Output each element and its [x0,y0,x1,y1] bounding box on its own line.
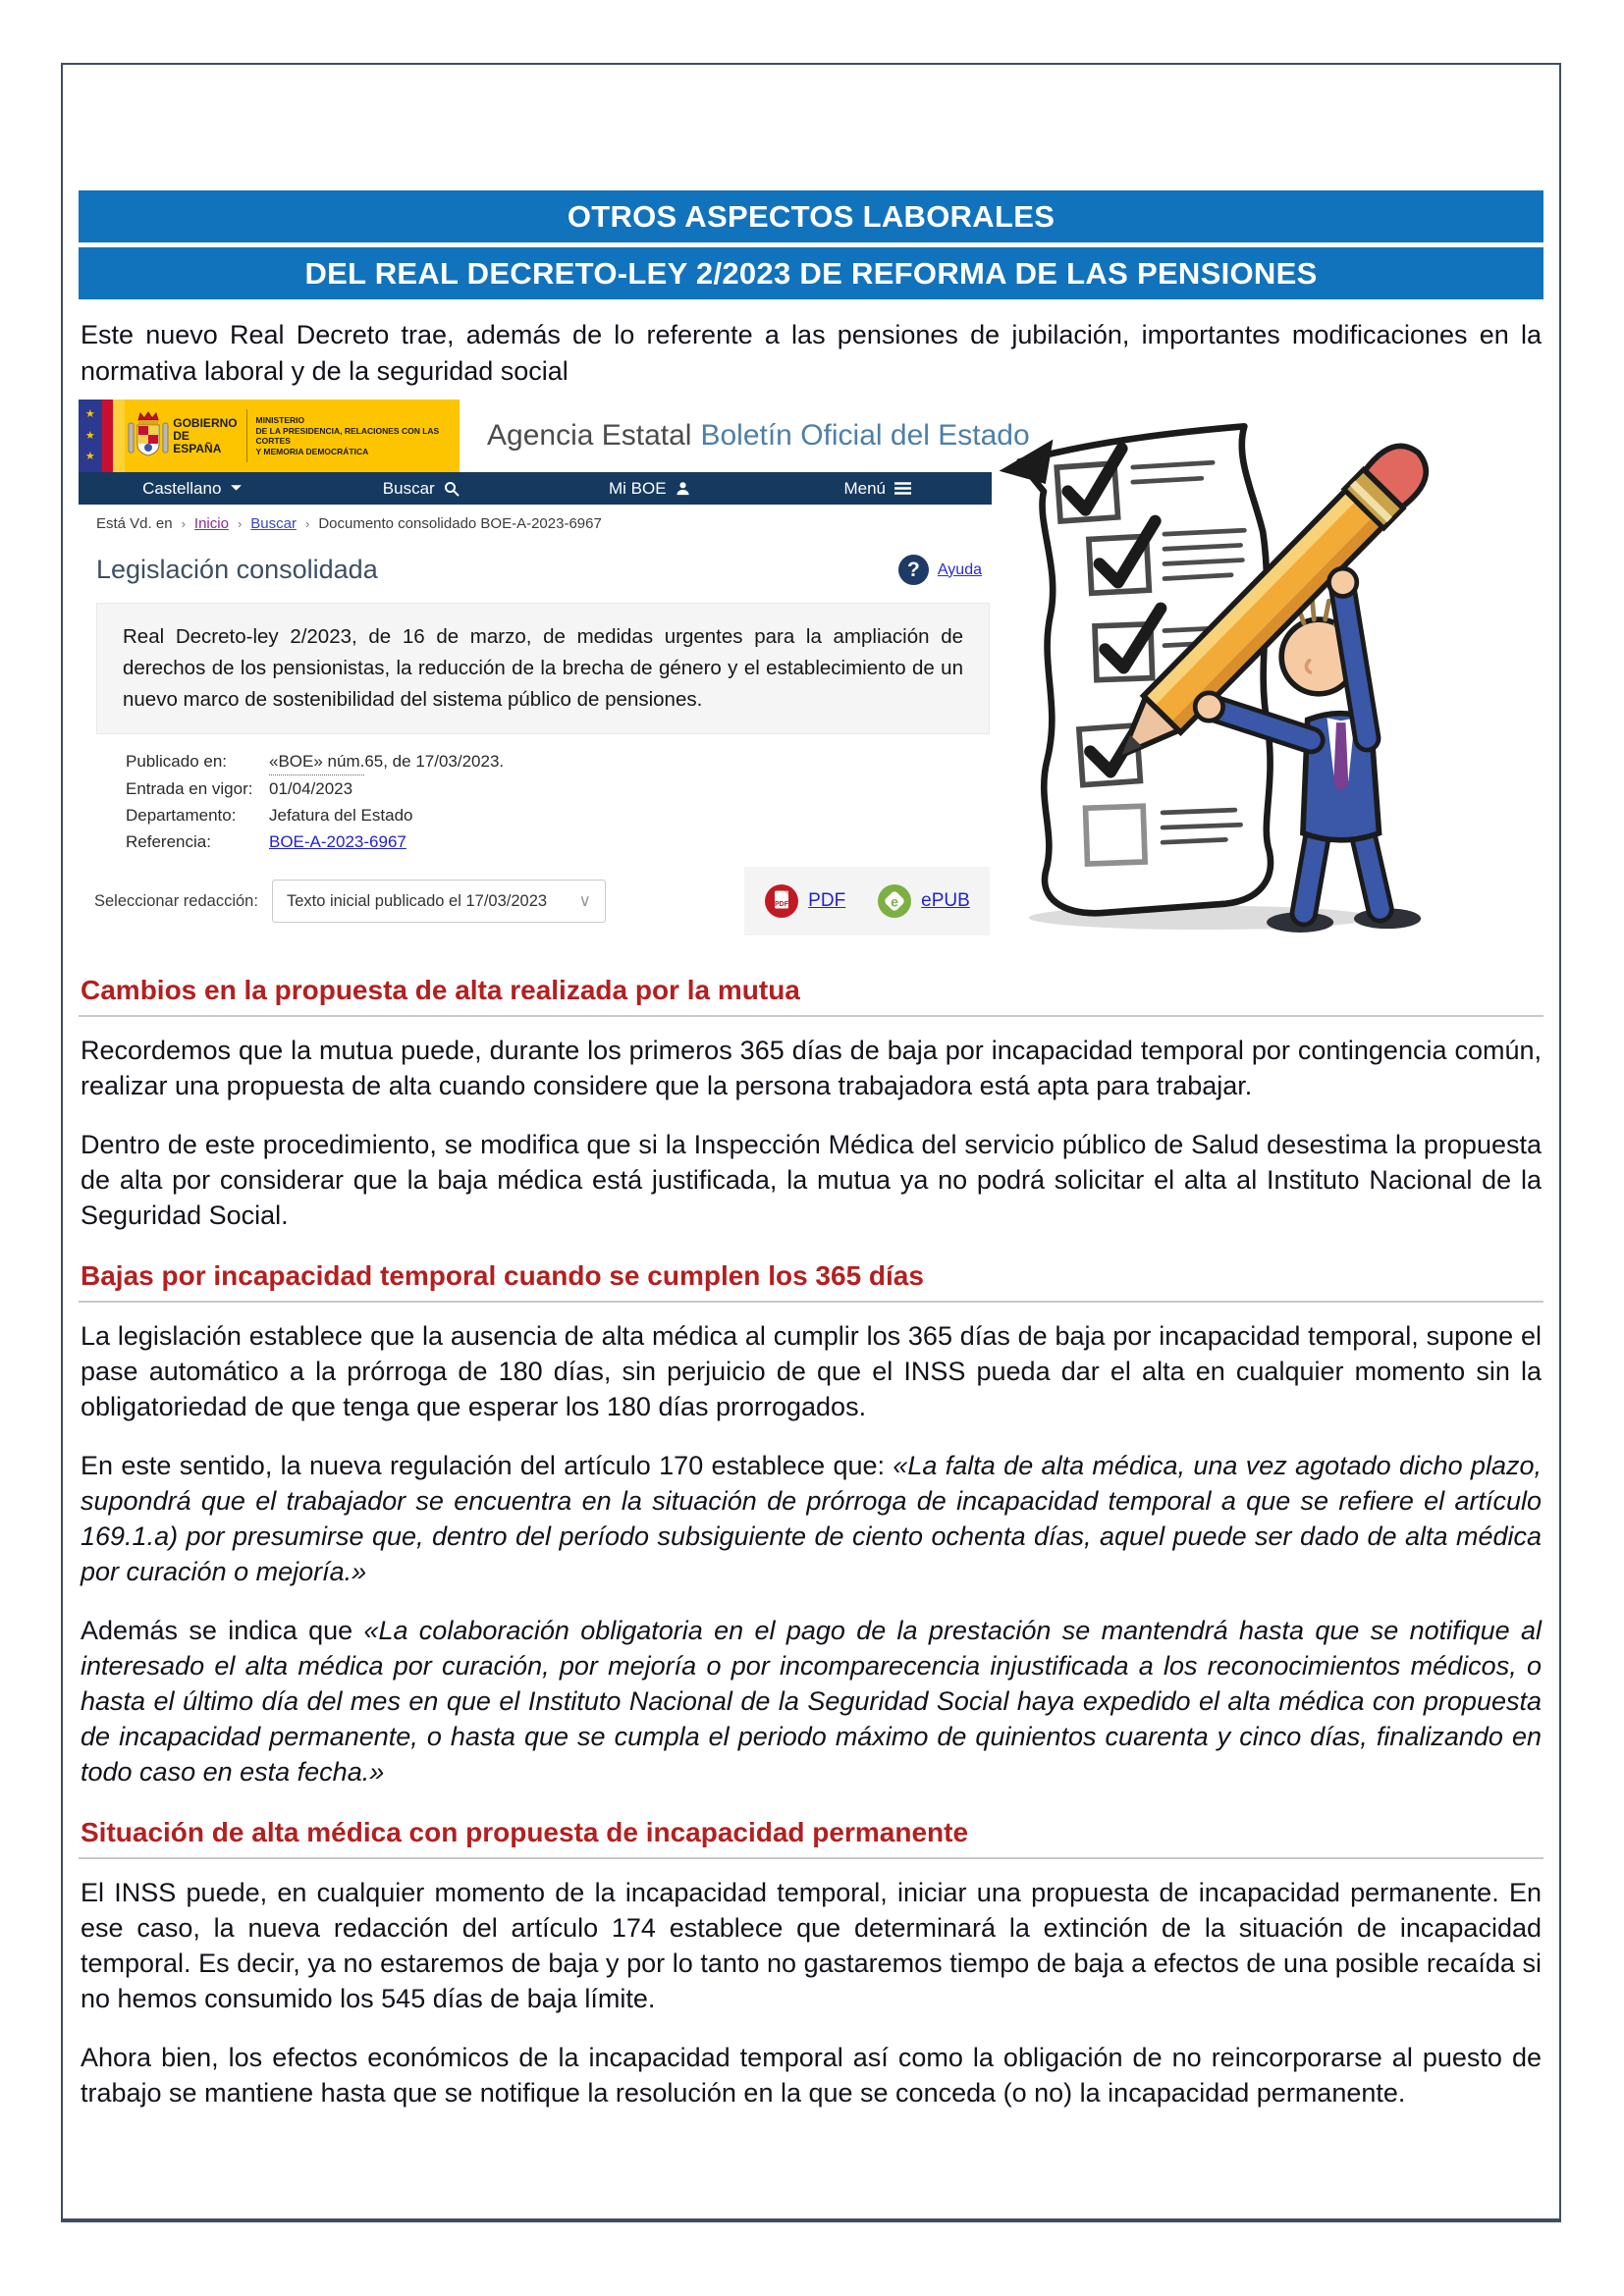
body-paragraph [81,2040,1542,2110]
breadcrumb [79,505,992,541]
body-paragraph [81,1875,1542,2016]
referencia-link[interactable]: BOE-A-2023-6967 [269,832,406,851]
page-title-row [79,541,992,603]
chevron-down-icon: ∨ [578,891,591,910]
user-icon [676,481,690,496]
boe-screenshot [79,400,1030,947]
boe-nav-bar [79,472,992,505]
question-help-icon[interactable]: ? [898,555,929,585]
page-title: Legislación consolidada [96,555,378,584]
banner-line-2: DEL REAL DECRETO-LEY 2/2023 DE REFORMA DE LAS PENSIONES [79,247,1543,299]
body-paragraph [81,1318,1542,1424]
help-area [898,555,982,585]
metadata-value: 65, de 17/03/2023. [364,752,505,771]
boe-header [79,400,1030,472]
metadata-value: Jefatura del Estado [269,806,413,825]
breadcrumb-current: Documento consolidado BOE-A-2023-6967 [318,515,602,532]
breadcrumb-separator: › [237,516,243,531]
text-run: Además se indica que [81,1616,364,1645]
download-links [744,867,990,935]
banner-line-1: OTROS ASPECTOS LABORALES [79,190,1543,242]
agency-title [460,419,1030,453]
article-sections [79,975,1543,2110]
ayuda-link[interactable]: Ayuda [937,561,982,578]
ministerio-label: MINISTERIO DE LA PRESIDENCIA, RELACIONES CON LAS CORTES Y MEMORIA DEMOCRÁTICA [255,415,440,456]
text-run: Dentro de este procedimiento, se modifica que si la Inspección Médica del servicio público de Salud desestima la propuesta de alta por considerar que la baja médica está justificada, la mutua ya no podrá solicitar el alta al Instituto Nacional de la Seguridad Social. [81,1130,1542,1230]
agency-prefix: Agencia Estatal [487,419,692,452]
metadata-list [79,734,992,855]
nav-item-castellano[interactable] [79,472,307,505]
breadcrumb-separator: › [304,516,310,531]
metadata-label: Departamento: [126,806,237,825]
breadcrumb-separator: › [181,516,186,531]
body-paragraph [81,1127,1542,1233]
spain-flag-yellow-strip [113,400,125,472]
nav-item-label: Mi BOE [608,478,667,498]
body-paragraph [81,1448,1542,1589]
chevron-down-icon [230,484,243,493]
nav-item-buscar[interactable] [307,472,536,505]
eu-flag-strip: ★ ★ ★ [79,400,102,472]
breadcrumb-prefix: Está Vd. en [96,515,173,532]
document-page [61,63,1561,2222]
section-heading: Cambios en la propuesta de alta realizada por la mutua [79,975,1543,1017]
checklist-illustration [992,400,1543,947]
nav-item-label: Buscar [382,478,435,498]
section-heading: Situación de alta médica con propuesta de incapacidad permanente [79,1817,1543,1859]
download-pdf[interactable] [764,883,845,919]
intro-paragraph: Este nuevo Real Decreto trae, además de lo referente a las pensiones de jubilación, importantes modificaciones en la normativa laboral y de la seguridad social [81,320,1542,386]
metadata-row [126,802,992,828]
metadata-label: Publicado en: [126,752,228,771]
body-paragraph [81,1033,1542,1103]
nav-item-label: Menú [843,478,887,498]
search-icon [444,481,460,497]
epub-icon [877,883,912,919]
text-run: Recordemos que la mutua puede, durante los primeros 365 días de baja por incapacidad temporal por contingencia común, realizar una propuesta de alta cuando considere que la persona trabajadora está apta para trabajar. [81,1036,1542,1100]
agency-name: Boletín Oficial del Estado [700,419,1030,452]
metadata-label: Entrada en vigor: [126,779,253,798]
gobierno-logo [79,400,460,472]
section-heading: Bajas por incapacidad temporal cuando se cumplen los 365 días [79,1260,1543,1303]
quoted-text-run: «La colaboración obligatoria en el pago de la prestación se mantendrá hasta que se notifique al interesado el alta médica por curación, por mejoría o por incomparecencia injustificada a los reconocimientos médicos, o hasta el último día del mes en que el Instituto Nacional de la Seguridad Social haya expedido el alta médica con propuesta de incapacidad permanente, o hasta que se cumpla el periodo máximo de quinientos cuarenta y cinco días, finalizando en todo caso en esta fecha.» [81,1616,1542,1787]
nav-item-menu[interactable] [764,472,993,505]
svg-text:PDF: PDF [775,901,789,908]
body-paragraph [81,1613,1542,1789]
decree-summary: Real Decreto-ley 2/2023, de 16 de marzo, de medidas urgentes para la ampliación de derechos de los pensionistas, la reducción de la brecha de género y el establecimiento de un nuevo marco de sostenibilidad del sistema público de pensiones. [96,603,990,734]
download-link-epub[interactable]: ePUB [921,890,970,911]
redaccion-row [94,867,990,935]
nav-item-label: Castellano [142,478,222,498]
svg-text:e: e [891,893,899,910]
breadcrumb-link-inicio[interactable]: Inicio [193,515,229,532]
menu-icon [894,482,911,495]
metadata-label: Referencia: [126,832,211,851]
spain-flag-red-strip [102,400,114,472]
download-epub[interactable] [877,883,970,919]
pdf-icon [764,883,799,919]
quoted-text-run: «La falta de alta médica, una vez agotado dicho plazo, supondrá que el trabajador se encuentra en la situación de prórroga de incapacidad temporal a que se refiere el artículo 169.1.a) por presumirse que, dentro del período subsiguiente de ciento ochenta días, aquel puede ser dado de alta médica por curación o mejoría.» [81,1451,1542,1586]
redaccion-label: Seleccionar redacción: [94,891,258,910]
gobierno-word-2: DE ESPAÑA [173,428,222,455]
metadata-value: 01/04/2023 [269,779,353,798]
logo-divider [246,409,247,462]
metadata-row [126,828,992,855]
text-run: En este sentido, la nueva regulación del artículo 170 establece que: [81,1451,893,1480]
breadcrumb-link-buscar[interactable]: Buscar [250,515,297,532]
gobierno-label [171,400,237,472]
metadata-abbr: «BOE» núm. [269,748,364,775]
metadata-row [126,748,992,775]
coat-of-arms-icon [125,400,171,472]
redaccion-select[interactable] [272,880,606,923]
gobierno-word-1: GOBIERNO [173,415,238,430]
nav-item-mi-boe[interactable] [535,472,764,505]
text-run: La legislación establece que la ausencia de alta médica al cumplir los 365 días de baja por incapacidad temporal, supone el pase automático a la prórroga de 180 días, sin perjuicio de que el INSS pueda dar el alta en cualquier momento sin la obligatoriedad de que tenga que esperar los 180 días prorrogados. [81,1321,1542,1421]
download-link-pdf[interactable]: PDF [808,890,846,911]
media-row [79,400,1543,947]
redaccion-selected-value: Texto inicial publicado el 17/03/2023 [286,891,548,910]
metadata-row [126,775,992,802]
title-banner [79,190,1543,299]
text-run: El INSS puede, en cualquier momento de la incapacidad temporal, iniciar una propuesta de incapacidad permanente. En ese caso, la nueva redacción del artículo 174 establece que determinará la extinción de la situación de incapacidad temporal. Es decir, ya no estaremos de baja y por lo tanto no gastaremos tiempo de baja a efectos de una posible recaída si no hemos consumido los 545 días de baja límite. [81,1878,1542,2013]
text-run: Ahora bien, los efectos económicos de la incapacidad temporal así como la obligación de no reincorporarse al puesto de trabajo se mantiene hasta que se notifique la resolución en la que se conceda (o no) la incapacidad permanente. [81,2043,1542,2108]
